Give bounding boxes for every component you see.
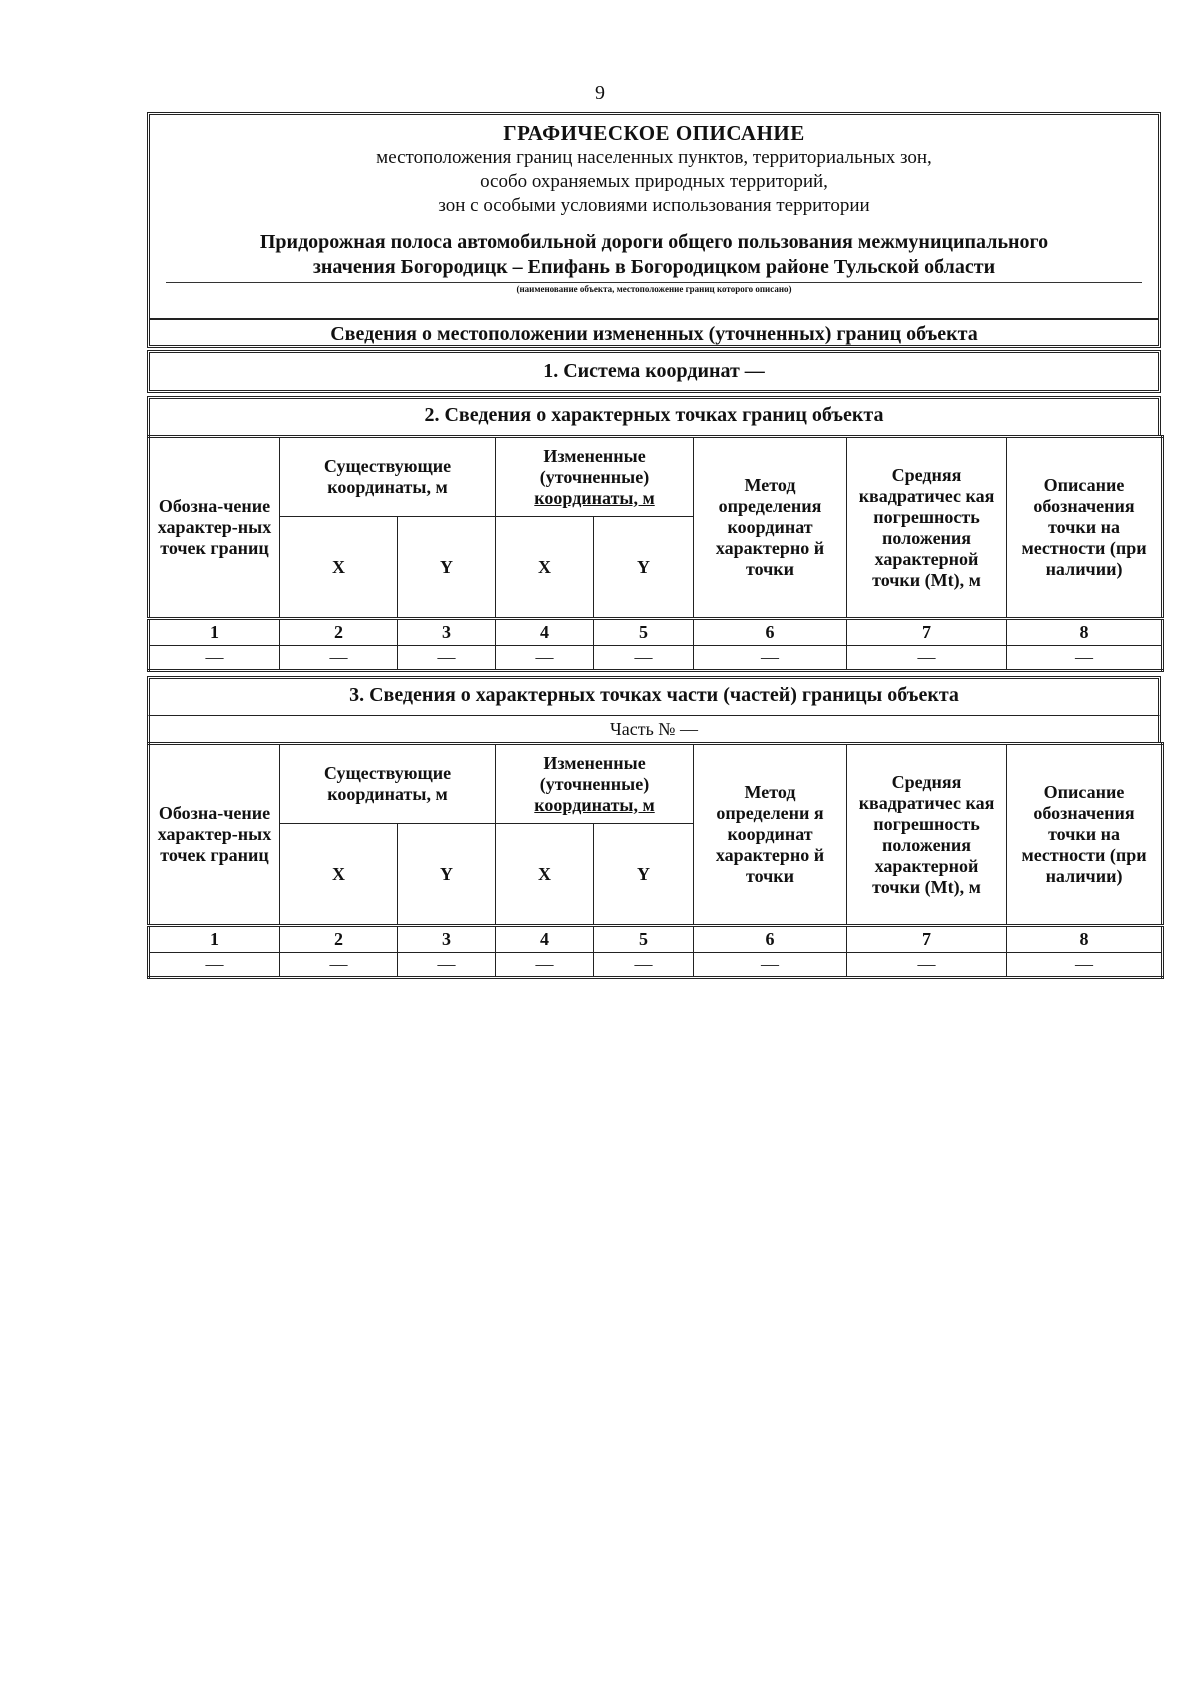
col-x-existing: X — [280, 517, 398, 619]
column-number: 7 — [847, 619, 1007, 646]
col-y-existing: Y — [398, 824, 496, 926]
column-number: 3 — [398, 926, 496, 953]
changed-line: (уточненные) — [539, 773, 650, 794]
col-changed-coords — [496, 744, 694, 824]
points-section-heading: 2. Сведения о характерных точках границ объекта — [147, 396, 1161, 435]
col-description: Описание обозначения точки на местности (при наличии) — [1007, 437, 1163, 619]
column-number: 1 — [149, 926, 280, 953]
col-existing-coords: Существующие координаты, м — [280, 437, 496, 517]
coordinate-system-heading: 1. Система координат — — [147, 350, 1161, 393]
col-y-changed: Y — [594, 824, 694, 926]
table-cell: — — [496, 646, 594, 671]
table-cell: — — [594, 953, 694, 978]
column-number: 2 — [280, 926, 398, 953]
document-title: ГРАФИЧЕСКОЕ ОПИСАНИЕ — [503, 121, 805, 145]
col-designation: Обозна-чение характер-ных точек границ — [149, 437, 280, 619]
col-x-changed: X — [496, 517, 594, 619]
col-changed-coords — [496, 437, 694, 517]
col-error: Средняя квадратичес кая погрешность положения характерной точки (Mt), м — [847, 437, 1007, 619]
column-number: 3 — [398, 619, 496, 646]
changed-line: координаты, м — [534, 487, 655, 508]
subtitle-line: местоположения границ населенных пунктов, территориальных зон, — [376, 147, 932, 168]
table-cell: — — [280, 953, 398, 978]
column-number: 5 — [594, 619, 694, 646]
col-y-existing: Y — [398, 517, 496, 619]
col-x-existing: X — [280, 824, 398, 926]
table-cell: — — [594, 646, 694, 671]
column-number: 7 — [847, 926, 1007, 953]
table-cell: — — [847, 953, 1007, 978]
column-numbers-row — [149, 619, 1163, 646]
table-cell: — — [496, 953, 594, 978]
points-table — [147, 435, 1164, 672]
column-number: 5 — [594, 926, 694, 953]
col-y-changed: Y — [594, 517, 694, 619]
column-number: 8 — [1007, 619, 1163, 646]
col-designation: Обозна-чение характер-ных точек границ — [149, 744, 280, 926]
column-number: 6 — [694, 619, 847, 646]
column-number: 2 — [280, 619, 398, 646]
table-cell: — — [149, 646, 280, 671]
column-number: 1 — [149, 619, 280, 646]
table-cell: — — [1007, 953, 1163, 978]
title-block — [147, 112, 1161, 348]
column-number: 8 — [1007, 926, 1163, 953]
col-error: Средняя квадратичес кая погрешность положения характерной точки (Mt), м — [847, 744, 1007, 926]
section-title: Сведения о местоположении измененных (уточненных) границ объекта — [150, 318, 1158, 346]
part-points-section-heading: 3. Сведения о характерных точках части (частей) границы объекта — [147, 676, 1161, 715]
subtitle-line: особо охраняемых природных территорий, — [480, 171, 828, 192]
column-number: 6 — [694, 926, 847, 953]
column-number: 4 — [496, 926, 594, 953]
column-number: 4 — [496, 619, 594, 646]
changed-line: координаты, м — [534, 794, 655, 815]
part-points-table — [147, 742, 1164, 979]
changed-line: Измененные — [543, 445, 646, 466]
part-label: Часть № — — [147, 715, 1161, 742]
changed-line: (уточненные) — [539, 466, 650, 487]
object-name-line: значения Богородицк – Епифань в Богородицком районе Тульской области — [312, 256, 996, 278]
table-cell: — — [694, 953, 847, 978]
page-number: 9 — [595, 82, 605, 104]
col-description: Описание обозначения точки на местности (при наличии) — [1007, 744, 1163, 926]
changed-line: Измененные — [543, 752, 646, 773]
table-cell: — — [398, 646, 496, 671]
col-x-changed: X — [496, 824, 594, 926]
column-numbers-row — [149, 926, 1163, 953]
col-method: Метод определения координат характерно й точки — [694, 437, 847, 619]
object-name-line: Придорожная полоса автомобильной дороги общего пользования межмуниципального — [259, 231, 1049, 253]
table-cell: — — [1007, 646, 1163, 671]
table-cell: — — [398, 953, 496, 978]
col-existing-coords: Существующие координаты, м — [280, 744, 496, 824]
col-method: Метод определени я координат характерно й точки — [694, 744, 847, 926]
table-row — [149, 953, 1163, 978]
table-row — [149, 646, 1163, 671]
subtitle-line: зон с особыми условиями использования территории — [438, 195, 870, 216]
table-cell: — — [149, 953, 280, 978]
object-note: (наименование объекта, местоположение границ которого описано) — [516, 284, 792, 294]
table-cell: — — [280, 646, 398, 671]
table-cell: — — [694, 646, 847, 671]
table-cell: — — [847, 646, 1007, 671]
underline-divider — [166, 282, 1142, 283]
